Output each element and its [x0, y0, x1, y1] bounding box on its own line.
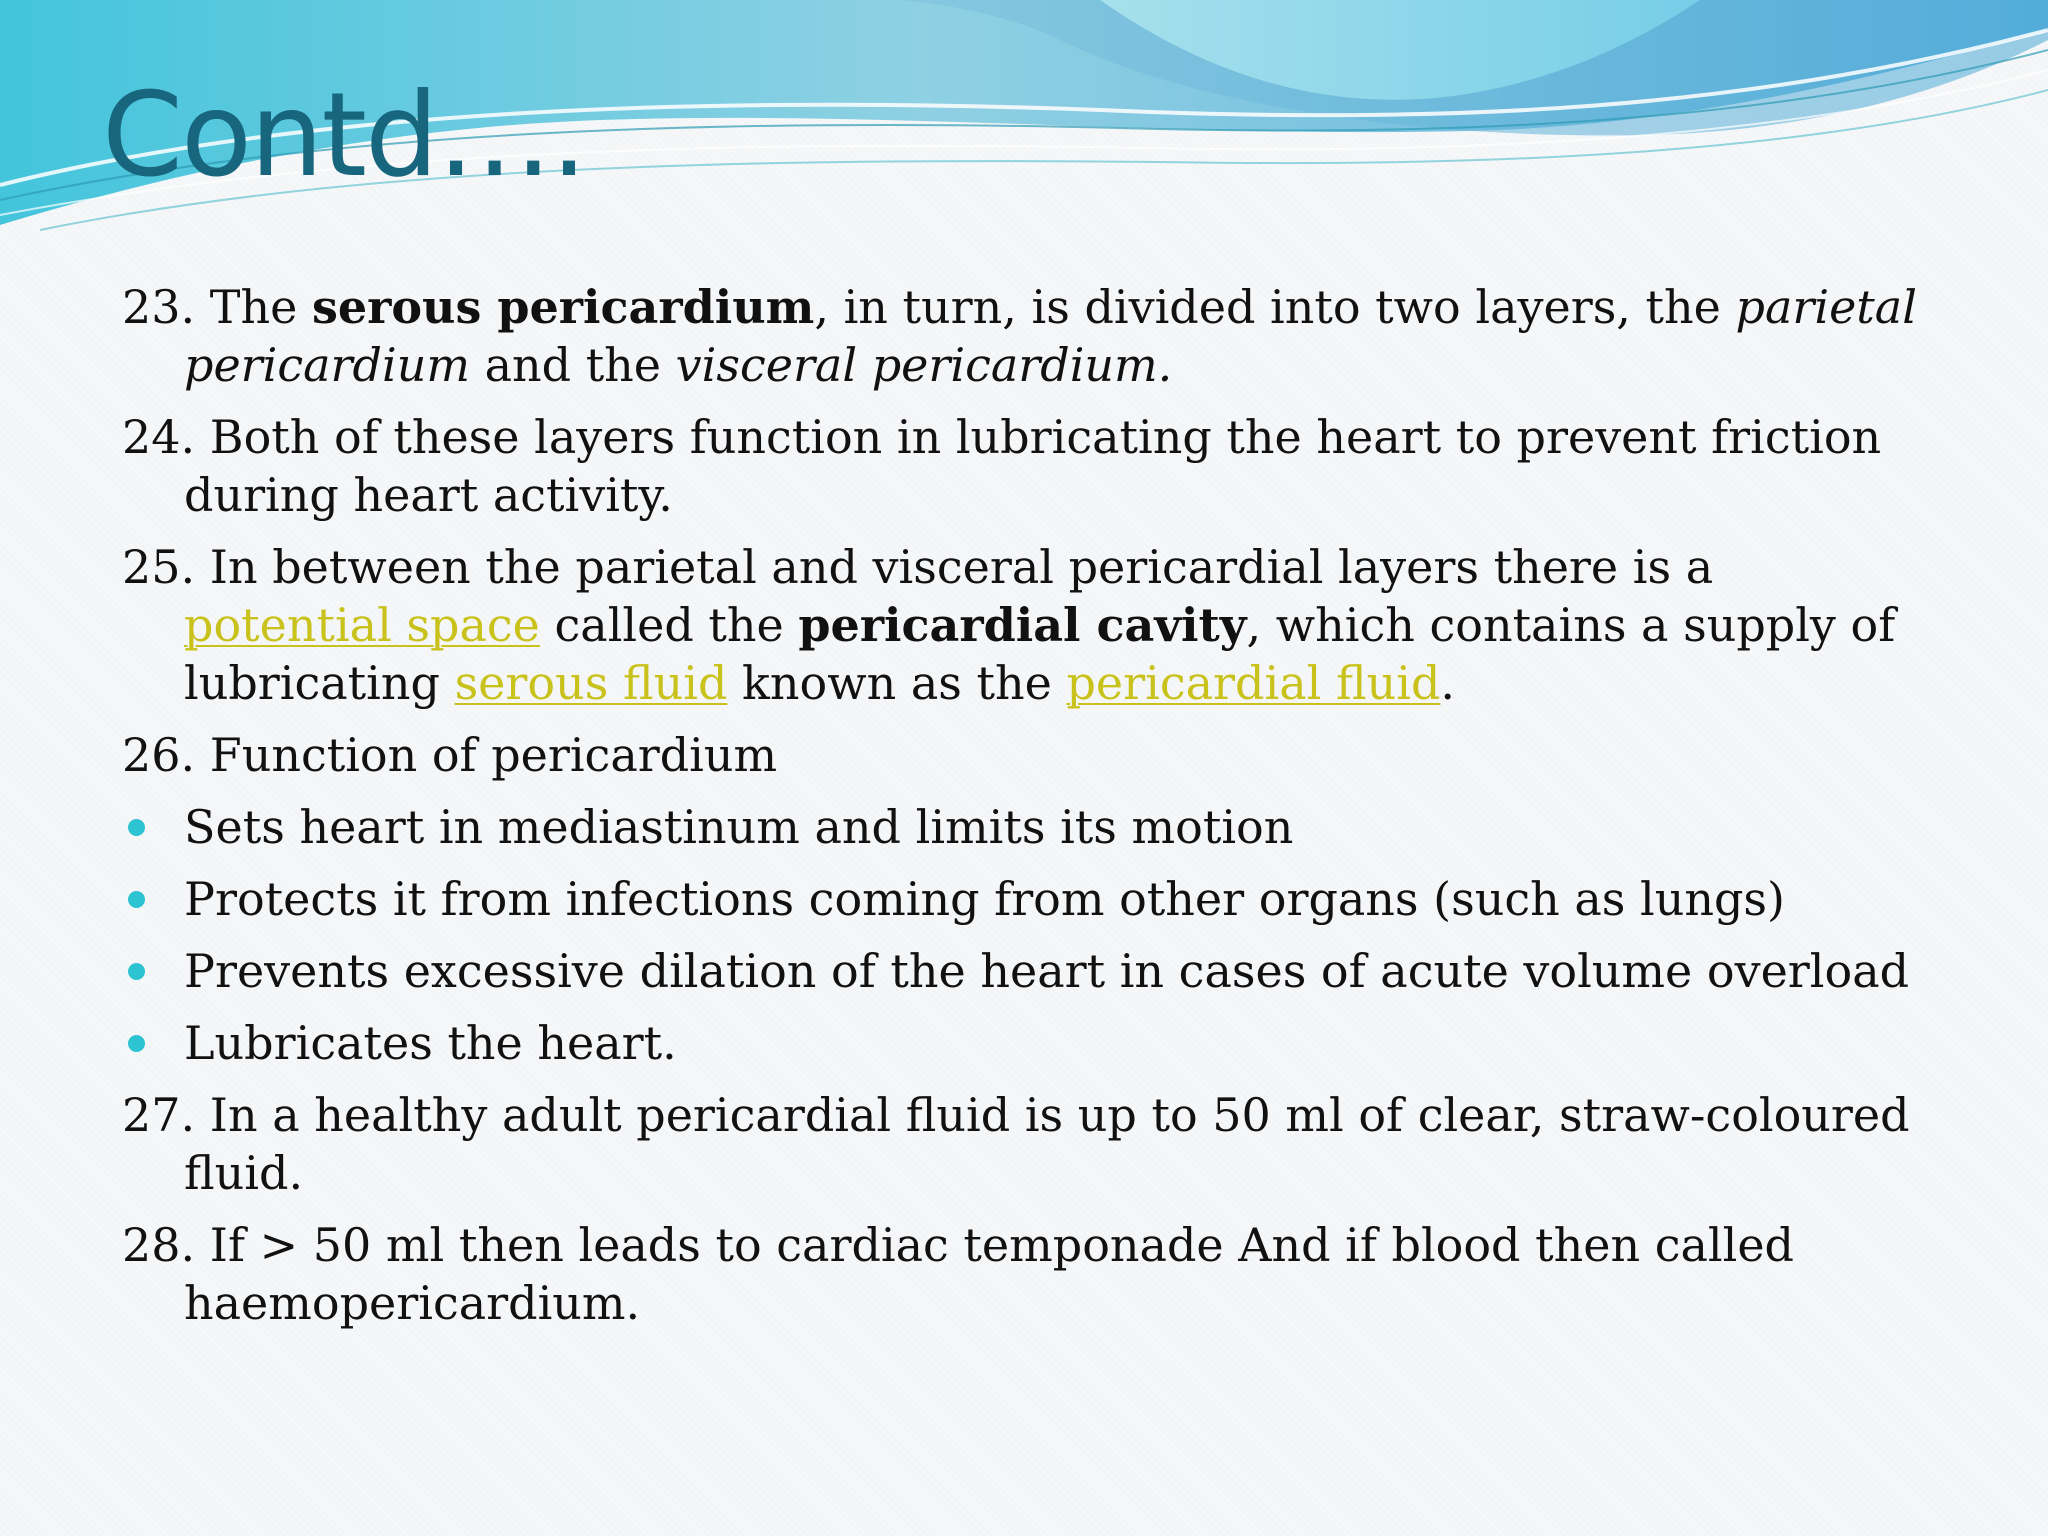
slide-title: Contd…. — [102, 68, 586, 203]
point-25-end: . — [1440, 656, 1456, 710]
bullet-text: Sets heart in mediastinum and limits its motion — [184, 800, 1294, 854]
bullet-item — [122, 798, 1922, 856]
term-serous-pericardium: serous pericardium — [311, 280, 815, 334]
bullet-text: Prevents excessive dilation of the heart in cases of acute volume overload — [184, 944, 1910, 998]
bullet-text: Lubricates the heart. — [184, 1016, 677, 1070]
point-25-contains: , which contains a supply of lubricating — [184, 598, 1896, 710]
link-pericardial-fluid[interactable]: pericardial fluid — [1066, 656, 1441, 710]
slide-body — [122, 278, 1922, 1346]
bullet-dot-icon — [128, 819, 145, 836]
bullet-text: Protects it from infections coming from other organs (such as lungs) — [184, 872, 1785, 926]
term-pericardial-cavity: pericardial cavity — [798, 598, 1247, 652]
link-potential-space[interactable]: potential space — [184, 598, 540, 652]
point-25 — [122, 538, 1922, 712]
bullet-dot-icon — [128, 891, 145, 908]
bullet-dot-icon — [128, 1035, 145, 1052]
bullet-dot-icon — [128, 963, 145, 980]
point-27: 27. In a healthy adult pericardial fluid is up to 50 ml of clear, straw-coloured fluid. — [122, 1088, 1910, 1200]
point-23 — [122, 278, 1922, 394]
bullet-item — [122, 870, 1922, 928]
point-25-intro: 25. In between the parietal and visceral pericardial layers there is a — [122, 540, 1714, 594]
point-24: 24. Both of these layers function in lubricating the heart to prevent friction during heart activity. — [122, 410, 1882, 522]
bullet-item — [122, 942, 1922, 1000]
point-23-and: and the — [469, 338, 676, 392]
point-25-known: known as the — [727, 656, 1067, 710]
point-28: 28. If > 50 ml then leads to cardiac temponade And if blood then called haemopericardium. — [122, 1218, 1794, 1330]
link-serous-fluid[interactable]: serous fluid — [454, 656, 728, 710]
bullet-item — [122, 1014, 1922, 1072]
point-26: 26. Function of pericardium — [122, 728, 778, 782]
term-parietal-pericardium: parietal pericardium — [184, 280, 1917, 392]
point-23-text: , in turn, is divided into two layers, the — [814, 280, 1736, 334]
point-25-called: called the — [539, 598, 799, 652]
term-visceral-pericardium: visceral pericardium. — [675, 338, 1173, 392]
point-23-intro: 23. The — [122, 280, 312, 334]
